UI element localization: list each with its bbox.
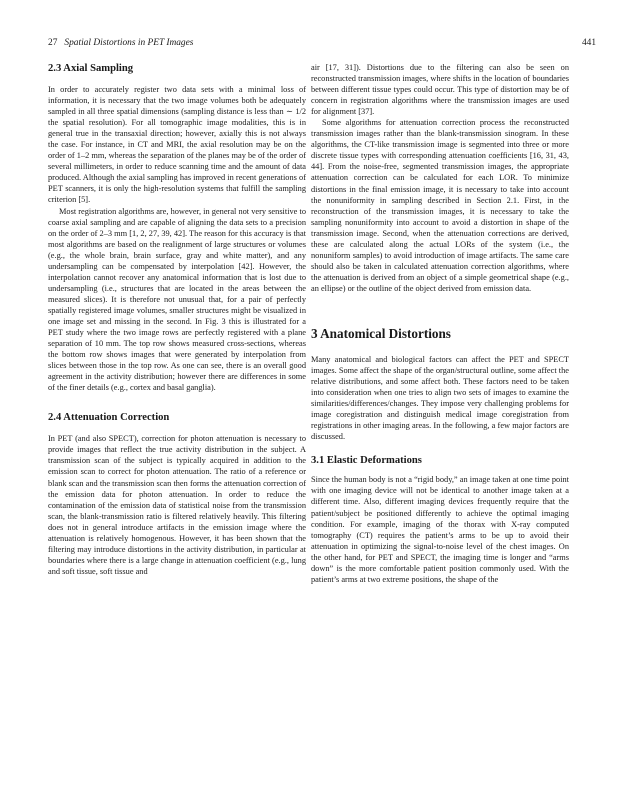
paragraph: In order to accurately register two data sets with a minimal loss of information, it is necessary that the two image volumes both be adequately sampled in all three spatial dimensions (sampling distance is less than ∼ 1/2 the spatial resolution). For all tomographic image modalities, this is in general true in the transaxial direction; however, axially this is not always the case. For instance, in CT and MRI, the axial resolution may be on the order of 1–2 mm, whereas the separation of the planes may be of the order of several millimeters, in order to reduce scanning time and the amount of data produced. Although the axial sampling has improved in recent generations of PET scanners, it is only the high-resolution systems that fulfill the sampling criterion [5]. <box>48 85 306 205</box>
paragraph: Many anatomical and biological factors can affect the PET and SPECT images. Some affect the shape of the organ/structural outline, some affect the relative distributions, and some affect both. These factors need to be taken into consideration when one tries to align two sets of images to examine the similarities/differences/changes. They impose very challenging problems for image coregistration and distinguish medical image coregistration from registrations in other imaging areas. In the following, a few major factors are discussed. <box>311 354 569 442</box>
chapter-heading-anatomical-distortions: 3 Anatomical Distortions <box>311 325 451 341</box>
section-heading-axial-sampling: 2.3 Axial Sampling <box>48 63 134 74</box>
chapter-number: 27 <box>48 38 58 48</box>
paragraph: air [17, 31]). Distortions due to the filtering can also be seen on reconstructed transmission images, where shifts in the location of boundaries between different tissue types could occur. This type of distortion may be of concern in registration algorithms where the transmission images are used for alignment [37]. <box>311 63 569 117</box>
paragraph: In PET (and also SPECT), correction for photon attenuation is necessary to provide images that reflect the true activity distribution in the subject. A transmission scan of the subject is typically acquired in addition to the emission scan to correct for photon attenuation. The ratio of a reference or blank scan and the transmission scan then forms the attenuation correction of the emission data for photon attenuation. In order to reduce the contamination of the emission data of statistical noise from the transmission scan, the blank-transmission ratio is filtered relatively heavily. This filtering does not in general introduce artifacts in the emission image where the attenuation is relatively homogenous. However, it has been shown that the filtering may introduce distortions in the activity distribution, in particular at boundaries where there is a large change in attenuation coefficient (e.g., lung and soft tissue, soft tissue and <box>48 434 306 576</box>
page-number: 441 <box>581 38 596 48</box>
left-column <box>48 62 306 577</box>
paragraph: Most registration algorithms are, however, in general not very sensitive to coarse axial sampling and are capable of aligning the data sets to a precision on the order of 2–3 mm [1, 2, 27, 39, 42]. The reason for this accuracy is that most algorithms are based on the realignment of large structures or volumes (e.g., the whole brain, brain surface, gray and white matter), and any undersampling can be compensated by interpolation [42]. However, the interpolation cannot recover any anatomical information that is lost due to undersampling (i.e., structures that are located in the areas between the measured slices). It is therefore not unusual that, for a pair of perfectly spatially registered image volumes, smaller structures might be visualized in one image set and missing in the second. In Fig. 3 this is illustrated for a PET study where the two image rows are perfectly registered with a plane separation of 10 mm. The top row shows measured cross-sections, whereas the bottom row shows images that were generated by interpolation from slices between those in the top row. As one can see, there is an overall good agreement in the activity distribution; however there are differences in some of the finer details (e.g., cortex and basal ganglia). <box>48 206 306 393</box>
paragraph: Since the human body is not a “rigid body,” an image taken at one time point with one imaging device will not be identical to another image taken at a different time. Also, different imaging devices frequently require that the patient/subject be positioned differently to achieve the optimal imaging condition. For example, imaging of the thorax with X-ray computed tomography (CT) requires the patient’s arms to be up to avoid their attenuation in optimizing the signal-to-noise level of the chest images. On the other hand, for PET and SPECT, the imaging time is longer and “arms down” is the more comfortable patient position commonly used. With the patient’s arms at two extreme positions, the shape of the <box>311 475 569 584</box>
right-column <box>311 62 569 585</box>
paragraph: Some algorithms for attenuation correction process the reconstructed transmission images rather than the blank-transmission sinogram. In these algorithms, the CT-like transmission image is segmented into three or more discrete tissue types with corresponding attenuation coefficients [16, 31, 43, 44]. From the noise-free, segmented transmission images, the appropriate attenuation correction can be calculated for each LOR. To minimize distortions in the final emission image, it is necessary to take into account the nonuniformity in sampling described in Section 2.1. First, in the reconstruction of the transmission images, it is necessary to take the sampling nonuniformity into account to avoid a distortion in shape of the transmission image. Second, when the attenuation corrections are derived, these are calculated along the actual LORs of the system (i.e., the nonuniform samples) to avoid introduction of image artifacts. The same care should also be taken in calculated attenuation correction algorithms, where the attenuation is derived from an object of a simple geometrical shape (e.g., an ellipse) or the outline of the object derived from emission data. <box>311 118 569 293</box>
chapter-title: Spatial Distortions in PET Images <box>64 38 194 48</box>
section-heading-elastic-deformations: 3.1 Elastic Deformations <box>311 455 422 467</box>
running-head <box>48 38 596 52</box>
section-heading-attenuation-correction: 2.4 Attenuation Correction <box>48 412 170 424</box>
